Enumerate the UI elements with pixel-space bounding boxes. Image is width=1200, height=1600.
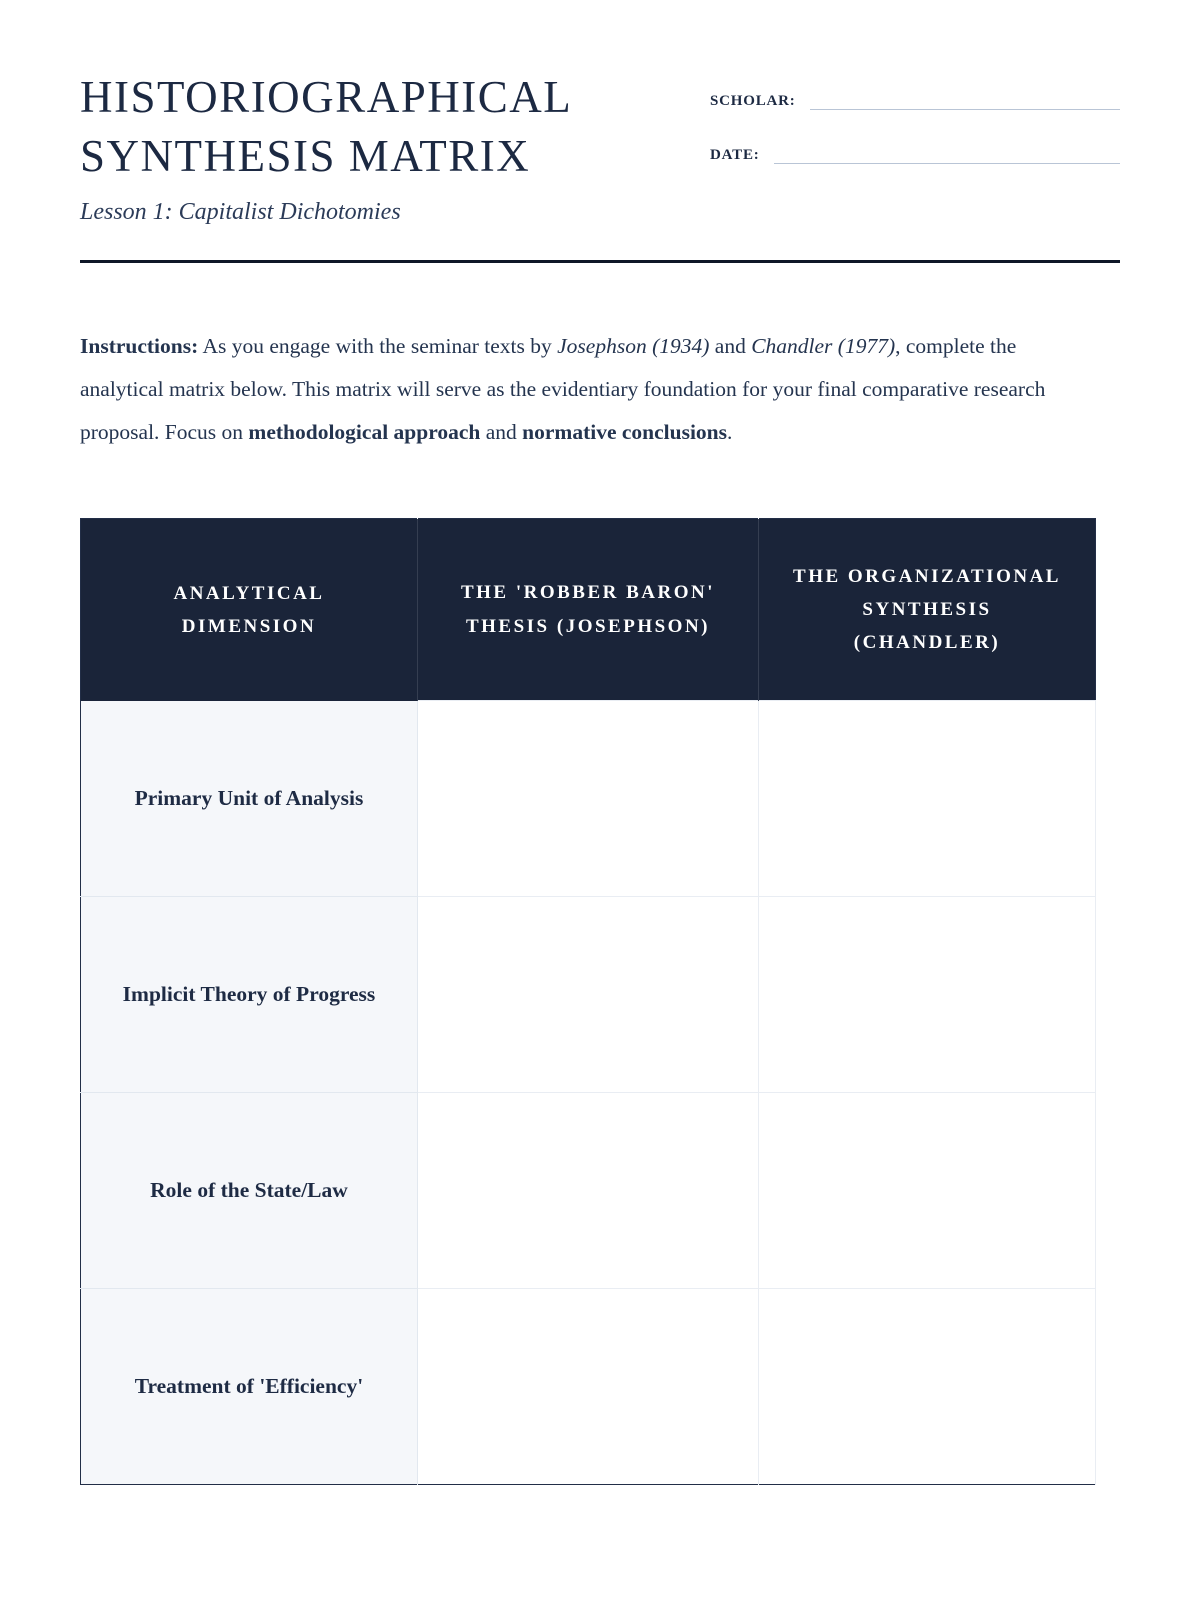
matrix-cell-josephson-row3[interactable] bbox=[417, 1289, 758, 1485]
scholar-label: SCHOLAR: bbox=[710, 93, 796, 109]
page-title: HISTORIOGRAPHICAL SYNTHESIS MATRIX bbox=[80, 72, 571, 181]
table-row bbox=[81, 701, 1096, 897]
matrix-cell-chandler-row3[interactable] bbox=[759, 1289, 1096, 1485]
matrix-cell-chandler-row0[interactable] bbox=[759, 701, 1096, 897]
matrix-cell-chandler-row1[interactable] bbox=[759, 897, 1096, 1093]
matrix-cell-josephson-row0[interactable] bbox=[417, 701, 758, 897]
column-header-chandler: THE ORGANIZATIONAL SYNTHESIS (CHANDLER) bbox=[759, 519, 1096, 701]
row-label-efficiency: Treatment of 'Efficiency' bbox=[81, 1289, 418, 1485]
page-subtitle: Lesson 1: Capitalist Dichotomies bbox=[80, 199, 401, 225]
matrix-cell-josephson-row1[interactable] bbox=[417, 897, 758, 1093]
matrix-cell-josephson-row2[interactable] bbox=[417, 1093, 758, 1289]
row-label-primary-unit: Primary Unit of Analysis bbox=[81, 701, 418, 897]
scholar-input-line[interactable] bbox=[810, 88, 1120, 110]
synthesis-matrix-table bbox=[80, 518, 1096, 1485]
header-divider bbox=[80, 260, 1120, 263]
row-label-role-of-state: Role of the State/Law bbox=[81, 1093, 418, 1289]
matrix-cell-chandler-row2[interactable] bbox=[759, 1093, 1096, 1289]
table-row bbox=[81, 1289, 1096, 1485]
matrix-section bbox=[80, 518, 1120, 1485]
date-label: DATE: bbox=[710, 147, 760, 163]
table-row bbox=[81, 1093, 1096, 1289]
document-header bbox=[80, 68, 1120, 226]
title-block bbox=[80, 68, 680, 226]
row-label-theory-of-progress: Implicit Theory of Progress bbox=[81, 897, 418, 1093]
date-field-row bbox=[710, 142, 1120, 164]
fill-in-fields bbox=[710, 68, 1120, 196]
scholar-field-row bbox=[710, 88, 1120, 110]
date-input-line[interactable] bbox=[774, 142, 1120, 164]
column-header-josephson: THE 'ROBBER BARON' THESIS (JOSEPHSON) bbox=[417, 519, 758, 701]
instructions-text: Instructions: As you engage with the seminar texts by Josephson (1934) and Chandler (1977), complete the analytical matrix below. This matrix will serve as the evidentiary foundation for your final comparative research proposal. Focus on methodological approach and normative conclusions. bbox=[80, 334, 1046, 444]
column-header-dimension: ANALYTICAL DIMENSION bbox=[81, 519, 418, 701]
table-header-row bbox=[81, 519, 1096, 701]
table-row bbox=[81, 897, 1096, 1093]
